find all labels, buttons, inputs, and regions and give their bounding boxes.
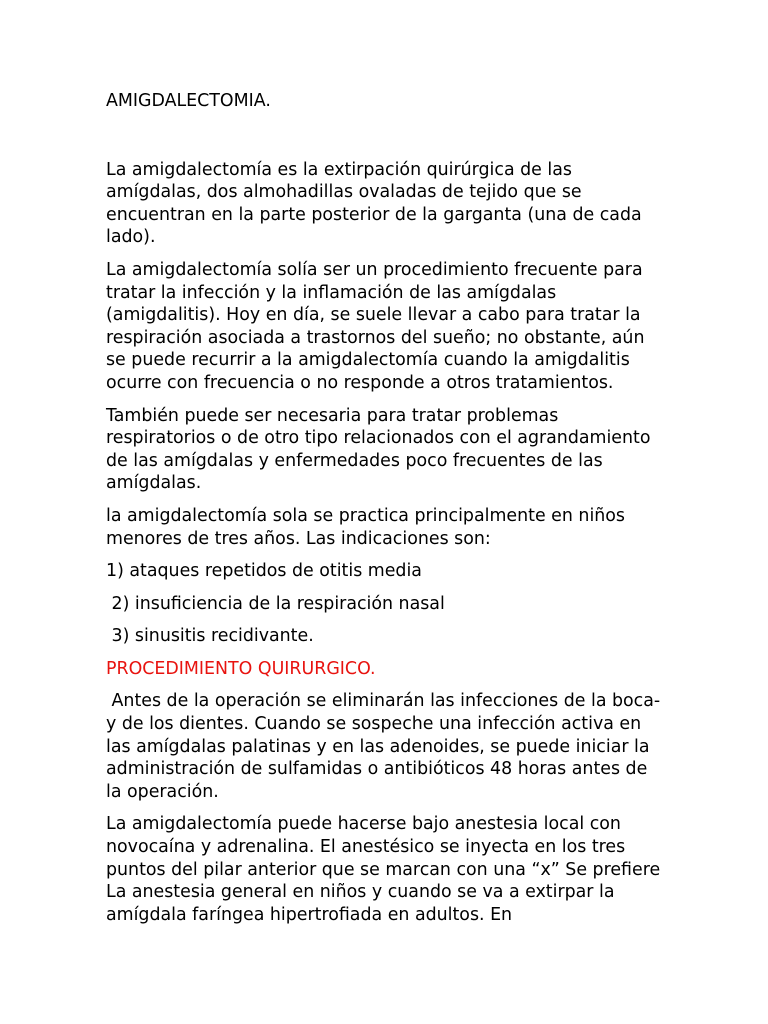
intro-paragraph-1: La amigdalectomía es la extirpación quirúrgica de las amígdalas, dos almohadillas ovaladas de tejido que se encuentran en la parte posterior de la garganta (una de cada lado). <box>106 159 642 248</box>
intro-paragraph-3: También puede ser necesaria para tratar problemas respiratorios o de otro tipo relacionados con el agrandamiento de las amígdalas y enfermedades poco frecuentes de las amígdalas. <box>106 405 651 494</box>
procedure-paragraph-1: Antes de la operación se eliminarán las infecciones de la boca-y de los dientes. Cuando se sospeche una infección activa en las amígdalas palatinas y en las adenoides, se puede iniciar la administración de sulfamidas o antibióticos 48 horas antes de la operación. <box>106 691 661 802</box>
document-page <box>106 90 666 936</box>
intro-paragraph-2: La amigdalectomía solía ser un procedimiento frecuente para tratar la infección y la inflamación de las amígdalas (amigdalitis). Hoy en día, se suele llevar a cabo para tratar la respiración asociada a trastornos del sueño; no obstante, aún se puede recurrir a la amigdalectomía cuando la amigdalitis ocurre con frecuencia o no responde a otros tratamientos. <box>106 259 645 393</box>
procedure-paragraph-2: La amigdalectomía puede hacerse bajo anestesia local con novocaína y adrenalina. El anestésico se inyecta en los tres puntos del pilar anterior que se marcan con una “x” Se prefiere La anestesia general en niños y cuando se va a extirpar la amígdala faríngea hipertrofiada en adultos. En <box>106 814 661 925</box>
document-title: AMIGDALECTOMIA. <box>106 91 271 111</box>
intro-paragraph-4: la amigdalectomía sola se practica principalmente en niños menores de tres años. Las indicaciones son: <box>106 505 625 549</box>
indication-item-2: 2) insuficiencia de la respiración nasal <box>106 593 445 614</box>
indication-item-3: 3) sinusitis recidivante. <box>106 626 314 647</box>
indication-item-1: 1) ataques repetidos de otitis media <box>106 561 422 582</box>
section-heading: PROCEDIMIENTO QUIRURGICO. <box>106 658 376 679</box>
indications-list <box>106 560 666 648</box>
